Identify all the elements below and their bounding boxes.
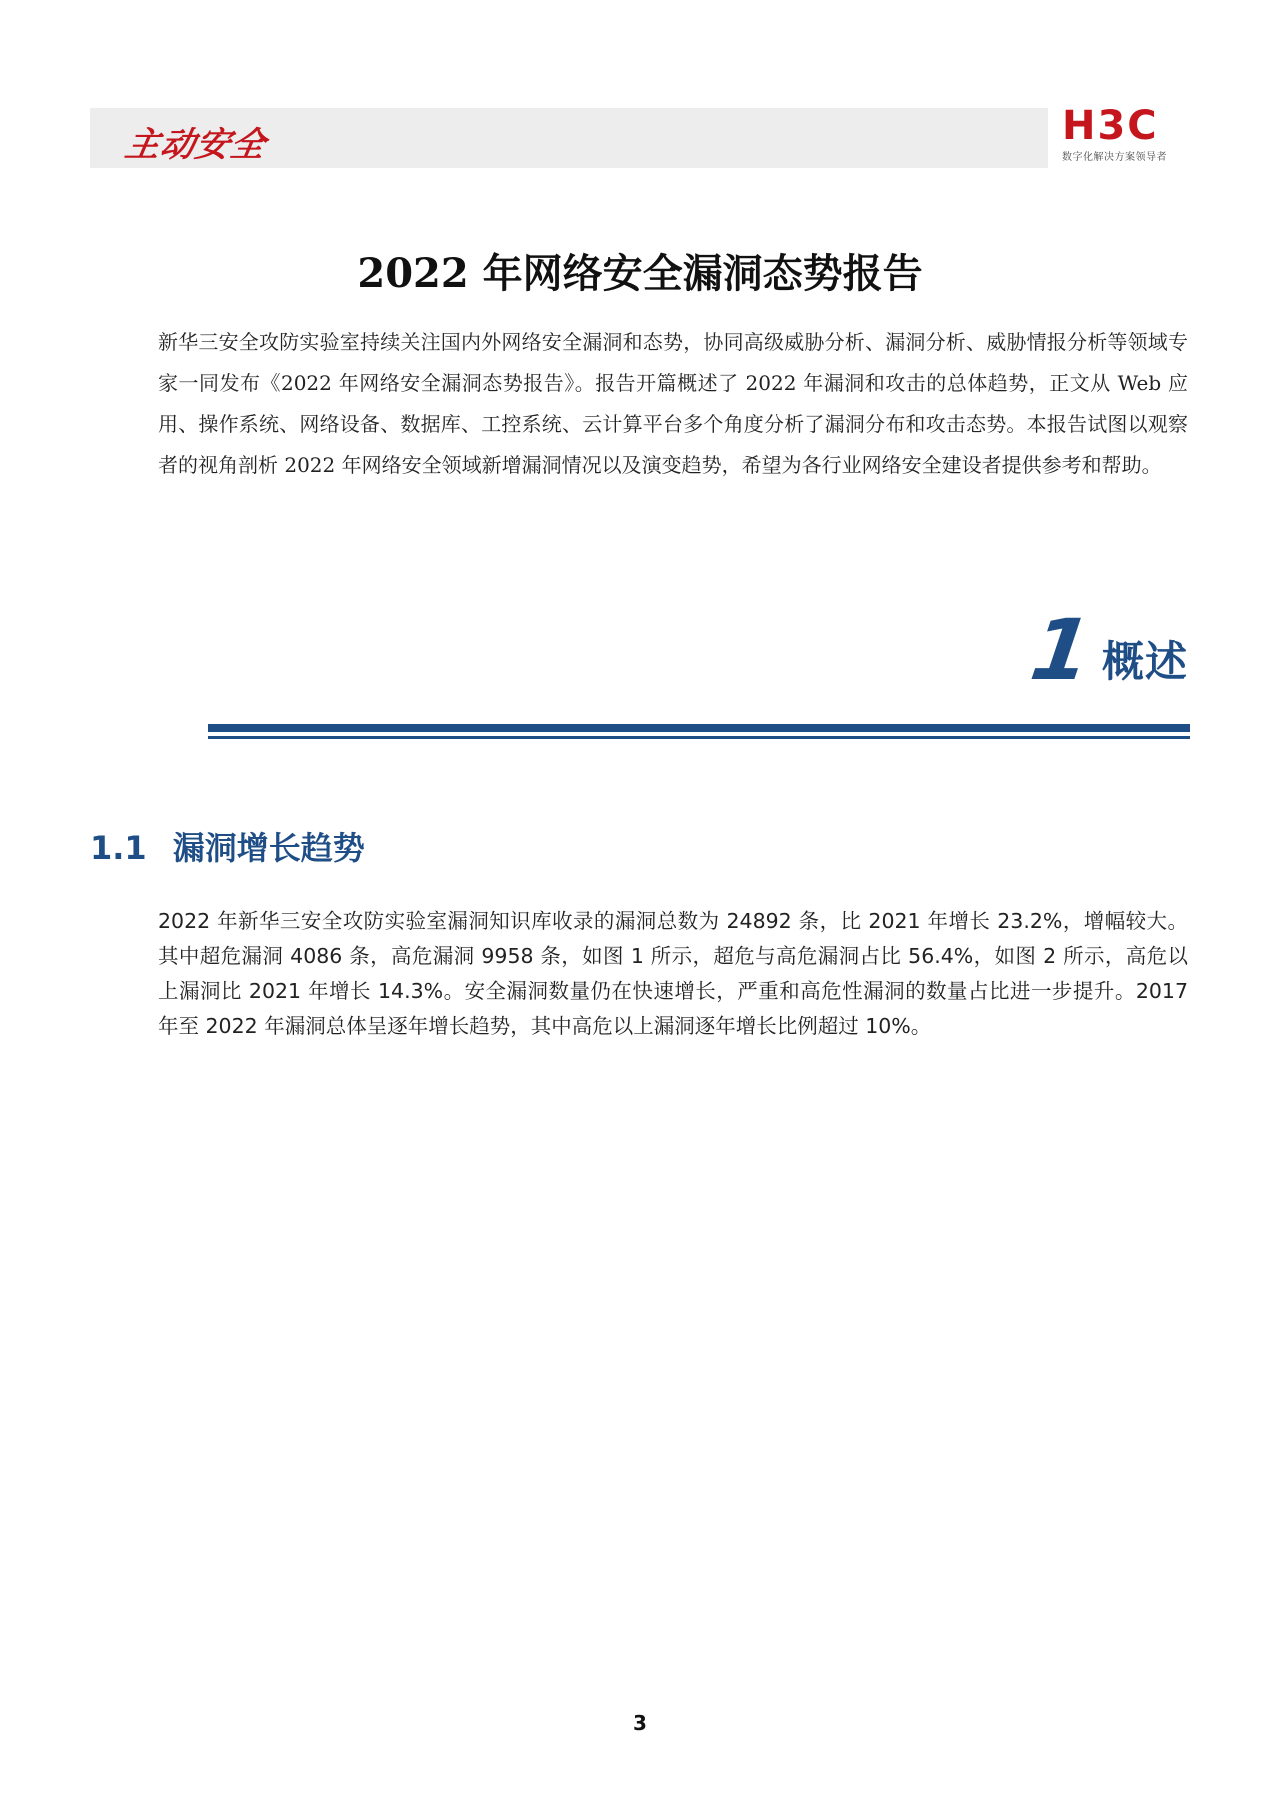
logo-mark: H3C	[1062, 103, 1159, 149]
body-paragraph: 2022 年新华三安全攻防实验室漏洞知识库收录的漏洞总数为 24892 条，比 2021 年增长 23.2%，增幅较大。其中超危漏洞 4086 条，高危漏洞 9958 条，如图 1 所示，超危与高危漏洞占比 56.4%，如图 2 所示，高危以上漏洞比 2021 年增长 14.3%。安全漏洞数量仍在快速增长，严重和高危性漏洞的数量占比进一步提升。2017 年至 2022 年漏洞总体呈逐年增长趋势，其中高危以上漏洞逐年增长比例超过 10%。	[158, 909, 1188, 1038]
chapter-divider	[208, 724, 1190, 732]
chapter-divider-thin	[208, 736, 1190, 739]
chapter-heading	[1024, 601, 1188, 699]
page-number: 3	[633, 1711, 647, 1735]
section-title: 漏洞增长趋势	[172, 829, 365, 867]
chapter-number: 1	[1024, 601, 1097, 699]
document-title: 2022 年网络安全漏洞态势报告	[357, 250, 923, 297]
section-heading	[90, 826, 365, 870]
h3c-logo	[1062, 103, 1192, 166]
intro-paragraph: 新华三安全攻防实验室持续关注国内外网络安全漏洞和态势，协同高级威胁分析、漏洞分析、威胁情报分析等领域专家一同发布《2022 年网络安全漏洞态势报告》。报告开篇概述了 2022 年漏洞和攻击的总体趋势，正文从 Web 应用、操作系统、网络设备、数据库、工控系统、云计算平台多个角度分析了漏洞分布和攻击态势。本报告试图以观察者的视角剖析 2022 年网络安全领域新增漏洞情况以及演变趋势，希望为各行业网络安全建设者提供参考和帮助。	[158, 330, 1188, 477]
chapter-title: 概述	[1101, 637, 1188, 686]
brand-slogan: 主动安全	[122, 125, 270, 165]
logo-tagline: 数字化解决方案领导者	[1062, 152, 1167, 163]
section-number: 1.1	[90, 829, 147, 867]
